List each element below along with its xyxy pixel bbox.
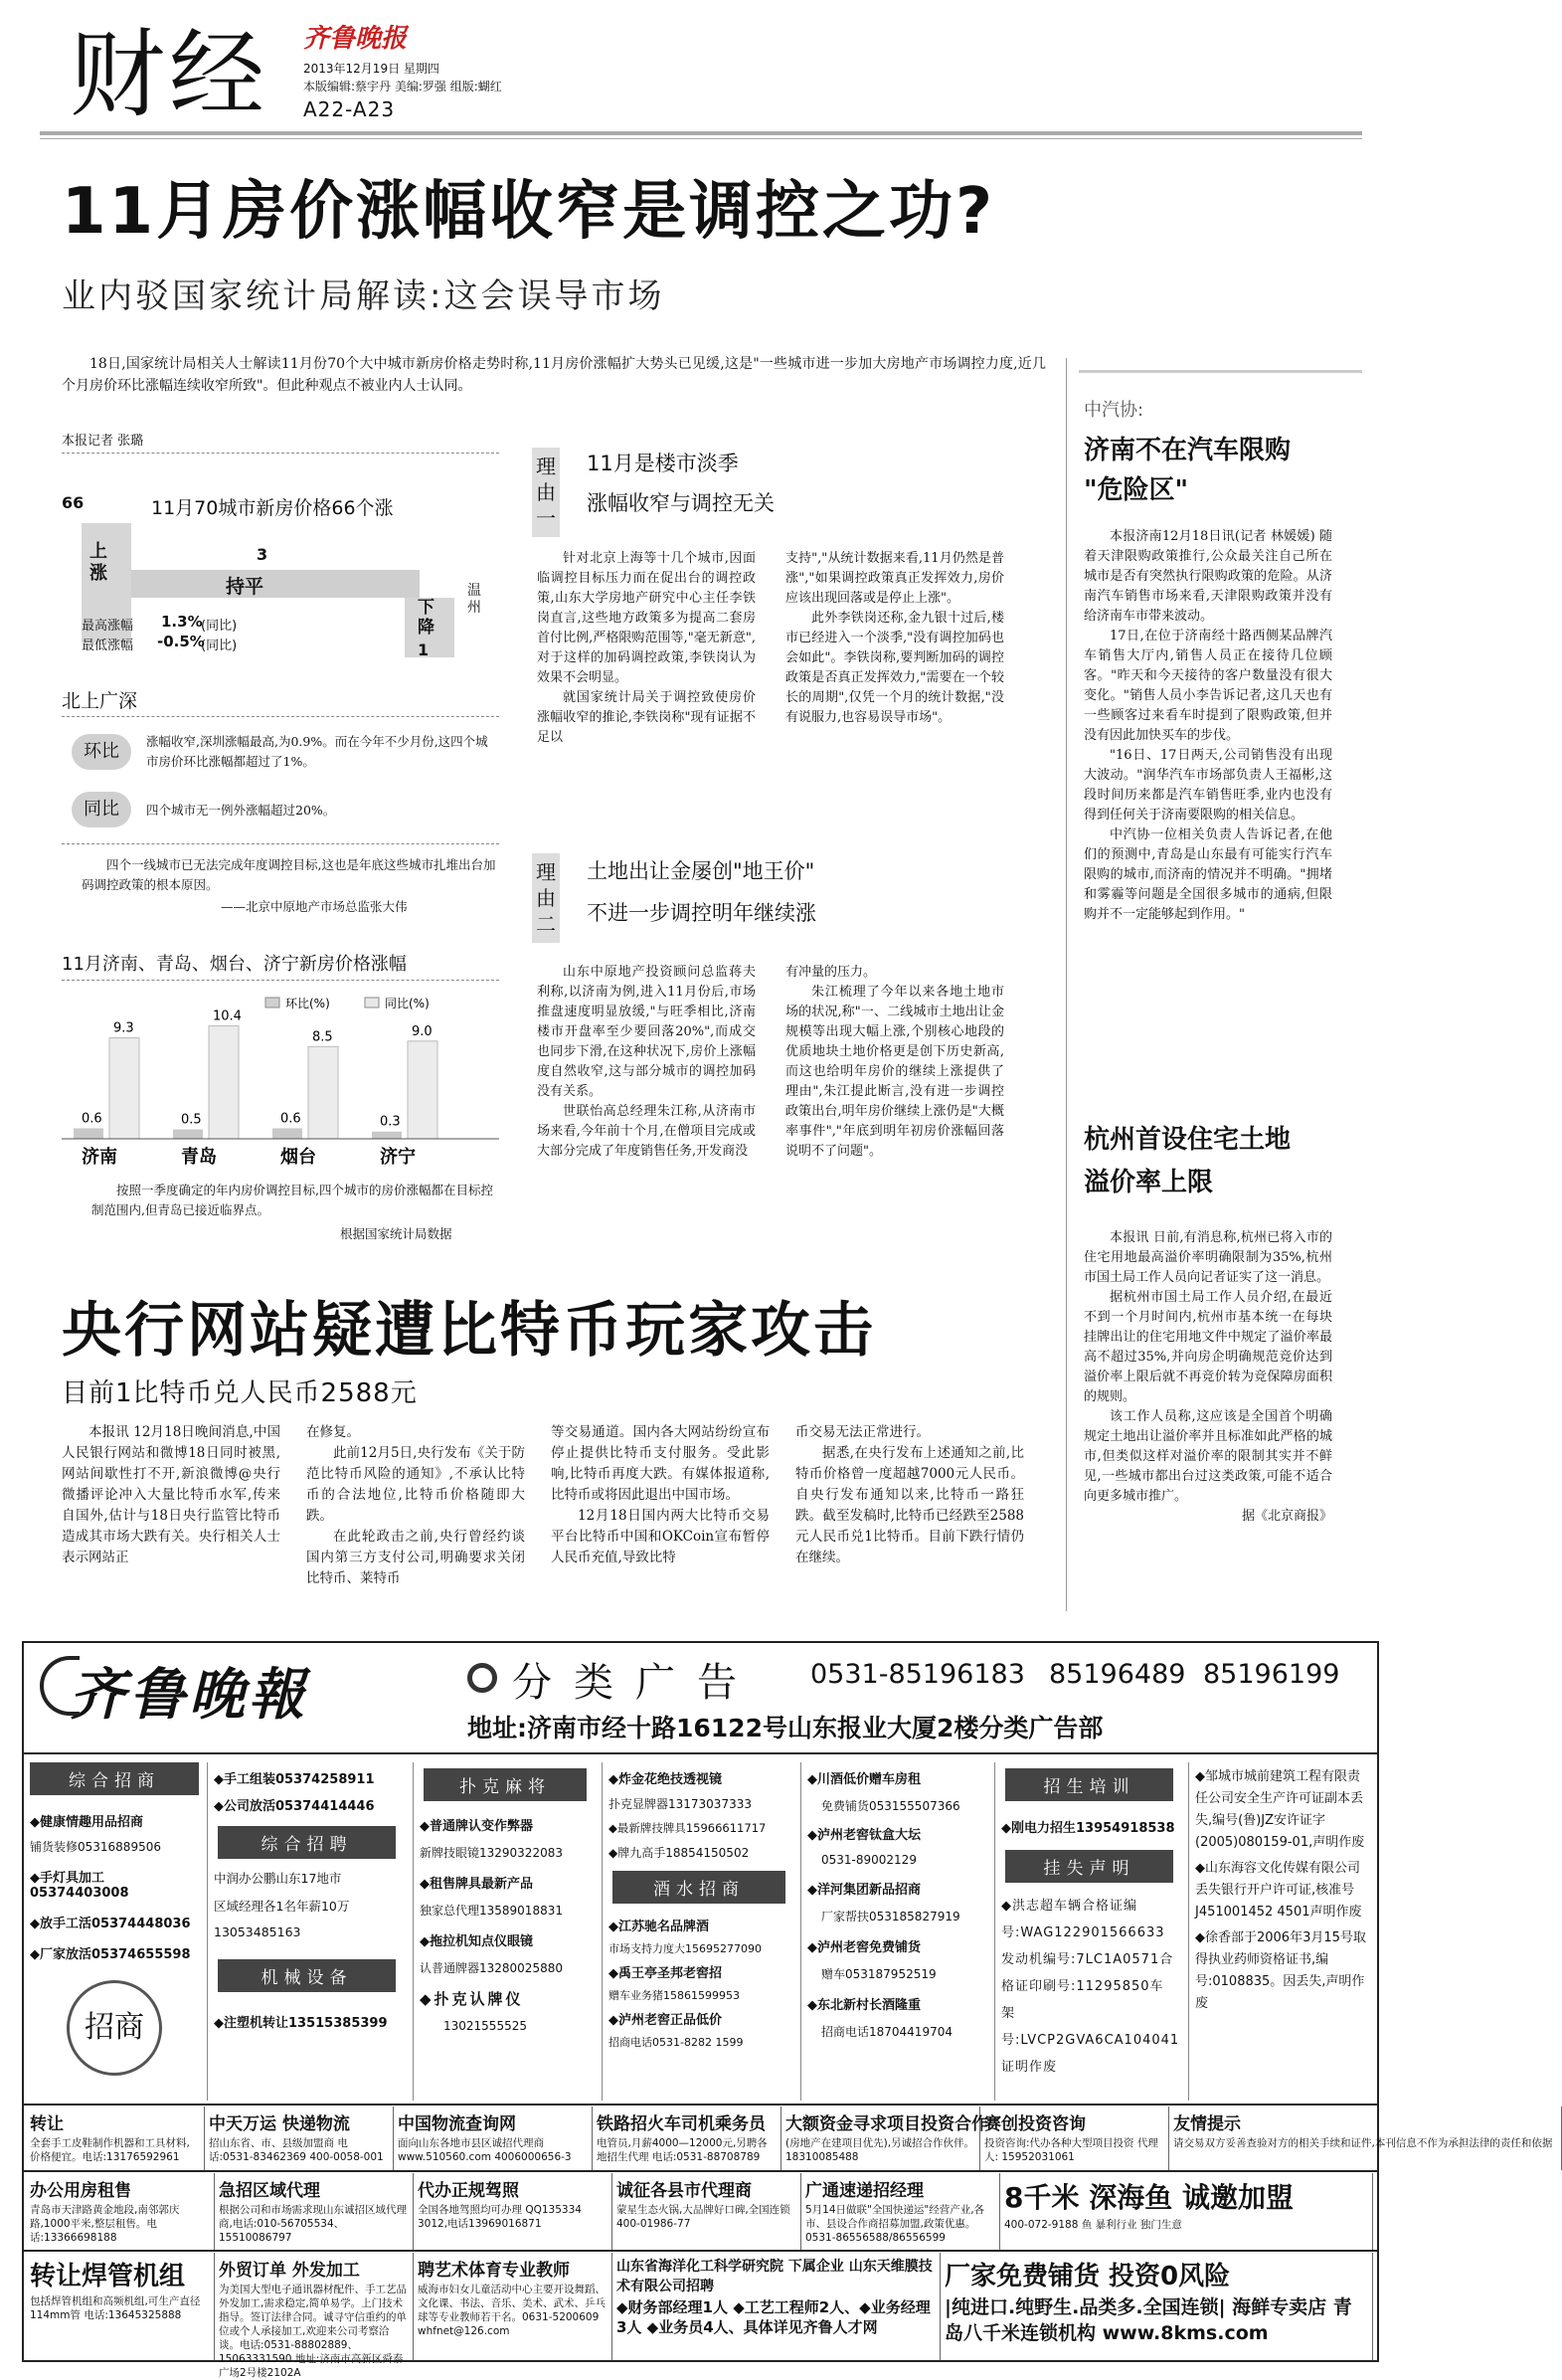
ad-col6 — [994, 1762, 1183, 2101]
row4-ad-title-4: 厂家免费铺货 投资0风险 — [945, 2262, 1231, 2291]
reason2-col2-p2: 朱江梳理了今年以来各地土地市场的状况,称"一、二线城市土地出让金规模等出现大幅上涨,个别核心地段的优质地块土地价格更是创下历史新高,而这也给明年房价的继续上涨提供了理由",朱江提此断言,没有进一步调控政策出台,明年房价继续上涨仍是"大概率事件","年底到明年初房价涨幅回落说明不了问题"。 — [785, 985, 1004, 1159]
chart2-source: 根据国家统计局数据 — [340, 1226, 452, 1241]
ad-col4 — [602, 1762, 795, 2101]
row2-ad-title-0: 转让 — [30, 2114, 64, 2134]
side2-title1: 杭州首设住宅土地 — [1084, 1125, 1292, 1155]
bsgs-tongbi-label: 同比 — [72, 792, 131, 827]
bar-mom-2 — [272, 1128, 302, 1139]
reason1-col1-p1: 针对北京上海等十几个城市,因面临调控目标压力而在促出台的调控政策,山东大学房地产研究中心主任李铁岗直言,这些地方政策多为提高二套房首付比例,严格限购范围等,"毫无新意",对于这样的加码调控政策,李铁岗认为效果不会明显。 — [537, 551, 756, 685]
reason2-col2-p1: 有冲量的压力。 — [785, 965, 877, 980]
reason1-title2: 涨幅收窄与调控无关 — [587, 491, 775, 515]
chart1-flat-bar — [131, 570, 420, 598]
ad-col1-item5: ◆厂家放活05374655598 — [30, 1947, 191, 1962]
row2-ad-1 — [205, 2106, 394, 2170]
bitcoin-headline: 央行网站疑遭比特币玩家攻击 — [62, 1296, 876, 1366]
row3-ad-text-4: 5月14日做联"全国快递运"经营产业,各市、县设合作商招募加盟,政策优惠。0531-86556588/86556599 — [805, 2204, 985, 2244]
row2-ad-title-4: 大额资金寻求项目投资合作 — [785, 2114, 988, 2134]
bar-yoy-0 — [109, 1038, 139, 1139]
label-yoy-0: 9.3 — [113, 1020, 134, 1036]
lead-byline: 本报记者 张璐 — [62, 434, 144, 449]
bitcoin-c2c: 在此轮政击之前,央行曾经约谈国内第三方支付公司,明确要求关闭比特币、莱特币 — [306, 1529, 525, 1586]
bitcoin-col2 — [306, 1422, 525, 1589]
ad-col5-item1: ◆川酒低价赠车房租 — [807, 1772, 921, 1787]
row3-ad-title-0: 办公用房租售 — [30, 2181, 131, 2201]
chart1-max-value: 1.3% — [161, 613, 203, 631]
ad-col3-item5: ◆拖拉机知点仪眼镜 — [420, 1934, 533, 1949]
row4-ad-text-0: 包括焊管机组和高频机组,可生产直径114mm管 电话:13645325888 — [30, 2295, 201, 2321]
ad-col5-item4: 0531-89002129 — [821, 1853, 917, 1867]
side2-body — [1084, 1228, 1332, 1527]
chart1-flat-count: 3 — [257, 545, 268, 564]
row4-ad-1 — [215, 2253, 414, 2379]
chart1-max-note: (同比) — [201, 619, 238, 634]
chart2-title: 11月济南、青岛、烟台、济宁新房价格涨幅 — [62, 954, 407, 975]
classifieds-logo: 齐鲁晚報 — [70, 1662, 308, 1728]
row4-ad-title-0: 转让焊管机组 — [30, 2262, 186, 2291]
chart1-down-count: 1 — [418, 641, 430, 659]
ad-col2-item4: ◆注塑机转让13515385399 — [214, 2016, 388, 2031]
ad-col7-item1: ◆邹城市城前建筑工程有限责任公司安全生产许可证副本丢失,编号(鲁)JZ安许证字(2005)080159-01,声明作废 — [1195, 1769, 1365, 1850]
chart1-max-label: 最高涨幅 — [82, 619, 134, 634]
ad-col5-item3: ◆泸州老窖钛盒大坛 — [807, 1828, 921, 1843]
ad-col3-item4: 独家总代理13589018831 — [420, 1904, 563, 1918]
chart1-min-label: 最低涨幅 — [82, 639, 134, 653]
row3-ad-title-4: 广通速递招经理 — [805, 2181, 924, 2201]
label-mom-3: 0.3 — [380, 1114, 401, 1130]
ad-col6-item1: ◆刚电力招生13954918538 — [1001, 1821, 1175, 1836]
reason1-col2-p2: 此外李铁岗还称,金九银十过后,楼市已经进入一个淡季,"没有调控加码也会如此"。李铁岗称,要判断加码的调控政策是否真正发挥效力,"需要在一个较长的周期",仅凭一个月的统计数据,"没有说服力,也容易误导市场"。 — [785, 611, 1004, 725]
lead-headline: 11月房价涨幅收窄是调控之功? — [62, 175, 996, 249]
chart2-bars — [62, 1009, 499, 1168]
ad-col2-title2: 机械设备 — [218, 1959, 396, 1992]
side2-p1: 本报讯 日前,有消息称,杭州已将入市的住宅用地最高溢价率明确限制为35%,杭州市国土局工作人员向记者证实了这一消息。 — [1084, 1230, 1332, 1285]
classifieds-phone-1: 0531-85196183 — [810, 1659, 1025, 1690]
ad-col2-top1: ◆手工组装05374258911 — [214, 1772, 375, 1787]
side1-title2: "危险区" — [1084, 475, 1189, 505]
bitcoin-subhead: 目前1比特币兑人民币2588元 — [62, 1378, 418, 1408]
ad-col3-item8: 13021555525 — [443, 2019, 527, 2033]
lead-subhead: 业内驳国家统计局解读:这会误导市场 — [62, 276, 665, 316]
label-yoy-2: 8.5 — [312, 1029, 333, 1045]
row2-ad-title-3: 铁路招火车司机乘务员 — [597, 2114, 766, 2134]
reason1-title1: 11月是楼市淡季 — [587, 452, 739, 475]
legend-mom-label: 环比(%) — [285, 997, 330, 1010]
bsgs-title: 北上广深 — [62, 690, 138, 712]
reason2-col2 — [785, 963, 1004, 1162]
legend-yoy-label: 同比(%) — [385, 997, 430, 1010]
row2-ad-2 — [394, 2106, 593, 2170]
chart1-down-city: 温州 — [467, 583, 481, 616]
row3-ad-text-0: 青岛市天津路黄金地段,南邻郭庆路,1000平米,整层租售。电话:13366698188 — [30, 2204, 180, 2244]
ad-col4-item1: ◆炸金花绝技透视镜 — [608, 1772, 722, 1787]
row3-ad-0 — [26, 2173, 215, 2250]
side2-p3: 该工作人员称,这应该是全国首个明确规定土地出让溢价率并且标准如此严格的城市,但类似这样对溢价率的限制其实并不鲜见,一些城市都出台过这类政策,可能不适合向更多城市推广。 — [1084, 1409, 1332, 1504]
section-title: 财经 — [70, 19, 268, 130]
ad-col4-item3: ◆最新牌技牌具15966611717 — [608, 1821, 767, 1835]
bsgs-source: ——北京中原地产市场总监张大伟 — [221, 899, 408, 914]
label-yoy-1: 10.4 — [213, 1008, 242, 1024]
row2-ad-6 — [1169, 2106, 1562, 2170]
ad-col3-title: 扑克麻将 — [424, 1768, 587, 1801]
classifieds-row-rule-2 — [22, 2170, 1379, 2172]
brand-logo: 齐鲁晚报 — [303, 24, 408, 54]
ad-col2-title: 综合招聘 — [218, 1826, 396, 1859]
reason1-col2-p1: 支持","从统计数据来看,11月仍然是普涨","如果调控政策真正发挥效力,房价应该出现回落或是停止上涨"。 — [785, 551, 1004, 606]
row4-ad-title-2: 聘艺术体育专业教师 — [418, 2261, 570, 2281]
bitcoin-c4: 币交易无法正常进行。 — [795, 1424, 930, 1440]
bar-mom-3 — [372, 1132, 402, 1139]
category-1: 青岛 — [181, 1147, 217, 1168]
label-mom-1: 0.5 — [181, 1112, 202, 1128]
lead-intro — [62, 353, 1046, 397]
chart1-min-value: -0.5% — [157, 633, 205, 650]
side1-p4: 中汽协一位相关负责人告诉记者,在他们的预测中,青岛是山东最有可能实行汽车限购的城市,而济南的情况并不明确。"拥堵和雾霾等问题是全国很多城市的通病,但限购并不一定能够起到作用。" — [1084, 827, 1332, 922]
row2-ad-title-6: 友情提示 — [1173, 2114, 1241, 2134]
reason2-col1-p2: 世联怡高总经理朱江称,从济南市场来看,今年前十个月,在僧项目完成或大部分完成了年度销售任务,开发商没 — [537, 1104, 756, 1159]
bitcoin-col1 — [62, 1422, 280, 1568]
bitcoin-c3b: 12月18日国内两大比特币交易平台比特币中国和OKCoin宣布暂停人民币充值,导致比特 — [551, 1508, 770, 1565]
sidebar-top-rule — [1079, 370, 1362, 373]
classifieds-address: 地址:济南市经十路16122号山东报业大厦2楼分类广告部 — [467, 1714, 1104, 1742]
row2-ad-5 — [980, 2106, 1169, 2170]
ad-col4-title: 酒水招商 — [612, 1871, 785, 1904]
side1-kicker: 中汽协: — [1084, 400, 1144, 421]
ad-col5-item2: 免费铺货053155507366 — [821, 1799, 960, 1813]
row3-ad-5 — [1000, 2173, 1373, 2250]
row2-ad-text-4: (房地产在建项目优先),另诚招合作伙伴。18310085488 — [785, 2137, 975, 2163]
issue-date: 2013年12月19日 星期四 — [303, 62, 439, 76]
row2-ad-title-1: 中天万运 快递物流 — [209, 2114, 350, 2134]
row2-ad-text-3: 电管员,月薪4000—12000元,另聘各地招生代理 电话:0531-88708789 — [597, 2137, 768, 2163]
bsgs-quote: 四个一线城市已无法完成年度调控目标,这也是年底这些城市扎堆出台加码调控政策的根本原因。 — [82, 857, 496, 892]
row3-ad-1 — [215, 2173, 414, 2250]
row2-ad-text-1: 招山东省、市、县级加盟商 电话:0531-83462369 400-0058-001 — [209, 2137, 384, 2163]
row2-ad-text-6: 请交易双方妥善查验对方的相关手续和证件,本刊信息不作为承担法律的责任和依据 — [1173, 2137, 1553, 2149]
ad-col4-item9: ◆泸州老窖正品低价 — [608, 2013, 722, 2028]
chart1-up-count: 66 — [62, 493, 85, 512]
reason2-title1: 土地出让金屡创"地王价" — [587, 859, 815, 883]
row4-ad-4 — [941, 2253, 1373, 2360]
chart1-flat-label: 持平 — [226, 576, 264, 598]
bsgs-tongbi-text: 四个城市无一例外涨幅超过20%。 — [146, 803, 336, 818]
side1-p2: 17日,在位于济南经十路西侧某品牌汽车销售大厅内,销售人员正在接待几位顾客。"昨天和今天接待的客户数量没有很大变化。"销售人员小李告诉记者,这几天也有一些顾客过来看车时提到了限购政策,但并没有因此加快买车的步伐。 — [1084, 629, 1332, 743]
sidebar-divider — [1066, 358, 1067, 1611]
reason2-label: 理由二 — [532, 853, 560, 943]
ad-col4-item8: 赠车业务猪15861599953 — [608, 1989, 740, 2002]
ad-col6-title2: 挂失声明 — [1005, 1850, 1173, 1883]
ad-col4-item2: 扑克显牌器13173037333 — [608, 1797, 752, 1811]
ad-col2-item3: 13053485163 — [214, 1924, 301, 1939]
ad-col4-item6: 市场支持力度大15695277090 — [608, 1942, 762, 1955]
row4-ad-text-2: 威海市妇女儿童活动中心主要开设舞蹈、文化课、书法、音乐、美术、武术、乒乓球等专业教师若干名。0631-5200609 whfnet@126.com — [418, 2284, 606, 2337]
ad-col1-item1: ◆健康情趣用品招商 — [30, 1815, 143, 1830]
reason1-col1-p2: 就国家统计局关于调控致使房价涨幅收窄的推论,李铁岗称"现有证据不足以 — [537, 690, 756, 745]
reason2-col1 — [537, 963, 756, 1162]
row4-ad-title-1: 外贸订单 外发加工 — [219, 2261, 360, 2281]
ad-col6-title: 招生培训 — [1005, 1768, 1173, 1801]
staff-credits: 本版编辑:蔡宇丹 美编:罗强 组版:蝴红 — [303, 80, 502, 93]
side2-title2: 溢价率上限 — [1084, 1168, 1214, 1197]
side1-title1: 济南不在汽车限购 — [1084, 436, 1292, 465]
chart1 — [62, 453, 499, 661]
bar-mom-0 — [74, 1128, 103, 1139]
chart1-title: 11月70城市新房价格66个涨 — [151, 497, 394, 519]
bsgs-box — [62, 686, 499, 925]
ad-col5-item8: 赠车053187952519 — [821, 1967, 937, 1981]
ad-col7-item2: ◆山东海容文化传媒有限公司丢失银行开户许可证,核准号J451001452 4501声明作废 — [1195, 1861, 1362, 1920]
row2-ad-3 — [593, 2106, 781, 2170]
ad-col3-item7: ◆扑克认牌仪 — [420, 1990, 524, 2008]
ad-col5-item10: 招商电话18704419704 — [821, 2025, 953, 2039]
row2-ad-title-5: 赛创投资咨询 — [984, 2114, 1086, 2134]
category-2: 烟台 — [280, 1147, 316, 1168]
ad-col1-item2: 铺货装修05316889506 — [30, 1840, 161, 1854]
bsgs-rule — [62, 843, 499, 844]
masthead-divider-thin — [40, 138, 1362, 139]
reason1-col2 — [785, 549, 1004, 728]
row3-ad-text-1: 根据公司和市场需求现山东诚招区域代理商,电话:010-56705534、15510086797 — [219, 2204, 407, 2244]
reason2-col1-p1: 山东中原地产投资顾问总监蒋夫利称,以济南为例,进入11月份后,市场推盘速度明显放缓,"与旺季相比,济南楼市开盘率至少要回落20%",而成交也同步下滑,在这种状况下,房价上涨幅度自然收窄,这与部分城市的调控加码没有关系。 — [537, 965, 756, 1099]
row2-ad-text-5: 投资咨询:代办各种大型项目投资 代理人: 15952031061 — [984, 2137, 1158, 2163]
bar-yoy-2 — [308, 1046, 338, 1139]
ad-col2 — [207, 1762, 406, 2101]
ad-col1 — [30, 1762, 199, 2101]
ad-col3-item2: 新牌技眼镜13290322083 — [420, 1846, 563, 1860]
ad-col1-item4: ◆放手工活05374448036 — [30, 1917, 191, 1931]
ad-col4-item5: ◆江苏驰名品牌酒 — [608, 1920, 709, 1934]
row3-ad-title-1: 急招区域代理 — [219, 2181, 320, 2201]
category-3: 济宁 — [380, 1147, 416, 1168]
reason2-title2: 不进一步调控明年继续涨 — [587, 901, 816, 925]
classifieds-rule — [22, 1752, 1379, 1754]
ad-col4-item4: ◆牌九高手18854150502 — [608, 1846, 750, 1860]
ad-col2-item1: 中润办公鹏山东17地市 — [214, 1871, 342, 1886]
ad-col5-item5: ◆洋河集团新品招商 — [807, 1883, 921, 1898]
row4-ad-0 — [26, 2253, 215, 2360]
row3-ad-title-2: 代办正规驾照 — [418, 2181, 519, 2201]
bitcoin-c1: 本报讯 12月18日晚间消息,中国人民银行网站和微博18日同时被黑,网站间歇性打不开,新浪微博@央行微播评论冲入大量比特币水军,传来自国外,估计与18日央行监管比特币造成其市场大跌有关。央行相关人士表示网站正 — [62, 1424, 280, 1565]
classifieds-phone-2: 85196489 — [1049, 1659, 1186, 1690]
chart2-rule — [62, 980, 499, 981]
row4-ad-text-1: 为美国大型电子通讯器材配件、手工艺品外发加工,需求稳定,简单易学。上门技术指导。签订法律合同。诚寻守信重约的单位或个人承接加工,欢迎来公司考察洽谈。电话:0531-88802889、15063331590 地址:济南市高新区舜泰广场2号楼2102A — [219, 2284, 407, 2379]
bsgs-title-rule — [62, 716, 499, 717]
bitcoin-c3: 等交易通道。国内各大网站纷纷宣布停止提供比特币支付服务。受此影响,比特币再度大跌。有媒体报道称,比特币或将因此退出中国市场。 — [551, 1424, 770, 1503]
row2-ad-title-2: 中国物流查询网 — [398, 2114, 516, 2134]
legend-yoy-swatch — [365, 998, 379, 1007]
row4-ad-3 — [612, 2253, 941, 2360]
row4-ad-title-3: 山东省海洋化工科学研究院 下属企业 山东天维膜技术有限公司招聘 — [616, 2259, 933, 2294]
ad-col6-item2: ◆洪志超车辆合格证编号:WAG122901566633发动机编号:7LC1A0571合格证印刷号:11295850车架号:LVCP2GVA6CA104041证明作废 — [1001, 1899, 1180, 2075]
bsgs-huanbi-label: 环比 — [72, 734, 131, 770]
reason1-col1 — [537, 549, 756, 748]
row3-ad-title-3: 诚征各县市代理商 — [616, 2181, 752, 2201]
legend-mom-swatch — [265, 998, 279, 1007]
row3-ad-4 — [801, 2173, 1000, 2250]
bitcoin-c2: 在修复。 — [306, 1424, 360, 1440]
classifieds-row-rule-3 — [22, 2250, 1379, 2252]
ad-col3-item3: ◆租售牌具最新产品 — [420, 1877, 533, 1892]
ad-col5-item6: 厂家帮扶05318582791​9 — [821, 1910, 960, 1923]
reason1-label: 理由一 — [532, 448, 560, 537]
label-mom-2: 0.6 — [280, 1111, 301, 1127]
row4-ad-2 — [414, 2253, 612, 2360]
row2-ad-0 — [26, 2106, 205, 2170]
bitcoin-col3 — [551, 1422, 770, 1568]
ad-col2-item2: 区域经理各1名年薪10万 — [214, 1899, 350, 1914]
lead-intro-text: 18日,国家统计局相关人士解读11月份70个大中城市新房价格走势时称,11月房价涨幅扩大势头已见缓,这是"一些城市进一步加大房地产市场调控力度,近几个月房价环比涨幅连续收窄所致"。但此种观点不被业内人士认同。 — [62, 356, 1046, 394]
ad-col5-item7: ◆泸州老窖免费铺货 — [807, 1940, 921, 1955]
ad-col3 — [413, 1762, 597, 2101]
ad-col7 — [1188, 1762, 1372, 2101]
chart2 — [62, 950, 499, 1248]
side1-body — [1084, 527, 1332, 925]
side1-p1: 本报济南12月18日讯(记者 林媛媛) 随着天津限购政策推行,公众最关注自己所在城市是否有突然执行限购政策的危险。从济南汽车销售市场来看,天津限购政策并没有给济南车市带来波动。 — [1084, 529, 1332, 624]
row2-ad-text-0: 全套手工皮鞋制作机器和工具材料,价格便宜。电话:13176592961 — [30, 2137, 190, 2163]
ad-col7-item3: ◆徐香部于2006年3月15号取得执业药师资格证书,编号:0108835。因丢失,声明作废 — [1195, 1930, 1366, 2011]
bitcoin-c2b: 此前12月5日,央行发布《关于防范比特币风险的通知》,不承认比特币的合法地位,比特币价格随即大跌。 — [306, 1445, 525, 1524]
masthead-divider — [40, 131, 1362, 135]
chart1-up-label: 上涨 — [89, 541, 107, 584]
row3-ad-3 — [612, 2173, 801, 2250]
row4-ad-text-4: |纯进口.纯野生.品类多.全国连锁| 海鲜专卖店 青岛八千米连锁机构 www.8kms.com — [945, 2296, 1352, 2344]
ad-col1-title: 综合招商 — [30, 1762, 199, 1795]
category-0: 济南 — [82, 1147, 117, 1168]
label-mom-0: 0.6 — [82, 1111, 102, 1127]
bar-yoy-1 — [209, 1026, 239, 1139]
row3-ad-2 — [414, 2173, 612, 2250]
chart2-caption: 按照一季度确定的年内房价调控目标,四个城市的房价涨幅都在目标控制范围内,但青岛已接近临界点。 — [91, 1183, 493, 1217]
side2-source: 据《北京商报》 — [1241, 1509, 1332, 1524]
side2-p2: 据杭州市国土局工作人员介绍,在最近不到一个月时间内,杭州市基本统一在每块挂牌出让的住宅用地文件中规定了溢价率最高不超过35%,并向房企明确规范竞价达到溢价率上限后就不再竞价转为竞保障房面积的规则。 — [1084, 1290, 1332, 1404]
bar-yoy-3 — [408, 1041, 437, 1139]
bar-mom-1 — [173, 1130, 203, 1139]
row3-ad-text-3: 蒙星生态火锅,大品牌好口碑,全国连锁 400-01986-77 — [616, 2204, 790, 2230]
classifieds-row-rule-1 — [22, 2104, 1379, 2105]
row3-ad-text-5: 400-072-9188 鱼 暴利行业 独门生意 — [1004, 2219, 1182, 2231]
bitcoin-c4b: 据悉,在央行发布上述通知之前,比特币价格曾一度超越7000元人民币。自央行发布通知以来,比特币一路狂跌。截至发稿时,比特币已经跌至2588元人民币兑1比特币。目前下跌行情仍在继续。 — [795, 1445, 1024, 1565]
classifieds-banner-title: 分类广告 — [512, 1660, 759, 1706]
bsgs-huanbi-text: 涨幅收窄,深圳涨幅最高,为0.9%。而在今年不少月份,这四个城市房价环比涨幅都超过了1%。 — [146, 734, 488, 769]
ad-col5-item9: ◆东北新村长酒隆重 — [807, 1998, 921, 2013]
bitcoin-col4 — [795, 1422, 1024, 1568]
ad-col4-item7: ◆禹王亭圣邦老窖招 — [608, 1966, 722, 1981]
ad-col5 — [800, 1762, 989, 2101]
label-yoy-3: 9.0 — [412, 1023, 433, 1039]
row3-ad-text-2: 全国各地驾照均可办理 QQ135334 3012,电话13969016871 — [418, 2204, 582, 2230]
row4-ad-text-3: ◆财务部经理1人 ◆工艺工程师2人、◆业务经理3人 ◆业务员4人、具体详见齐鲁人才网 — [616, 2298, 931, 2336]
chart1-min-note: (同比) — [201, 639, 238, 653]
page-range: A22-A23 — [303, 97, 396, 121]
ad-col4-item10: 招商电话0531-8282 1599 — [608, 2036, 744, 2049]
ad-col1-item3: ◆手灯具加工05374403008 — [30, 1871, 129, 1901]
chart2-svg — [62, 990, 499, 1169]
ad-col1-badge: 招商 — [67, 1980, 162, 2076]
classifieds-banner-icon — [467, 1663, 497, 1693]
chart1-down-label: 下降 — [418, 598, 434, 638]
ad-col2-top2: ◆公司放活05374414446 — [214, 1799, 375, 1814]
ad-col3-item1: ◆普通牌认变作弊器 — [420, 1819, 533, 1834]
row2-ad-text-2: 面向山东各地市县区诚招代理商 www.510560.com 4006000656-3 — [398, 2137, 572, 2163]
side1-p3: "16日、17日两天,公司销售没有出现大波动。"润华汽车市场部负责人王福彬,这段时间历来都是汽车销售旺季,业内也没有得到任何关于济南要限购的相关信息。 — [1084, 748, 1332, 823]
classifieds-phone-3: 85196199 — [1203, 1659, 1340, 1690]
row3-ad-title-5: 8千米 深海鱼 诚邀加盟 — [1004, 2181, 1294, 2214]
ad-col3-item6: 认普通牌器13280025880 — [420, 1961, 563, 1975]
row2-ad-4 — [781, 2106, 988, 2170]
